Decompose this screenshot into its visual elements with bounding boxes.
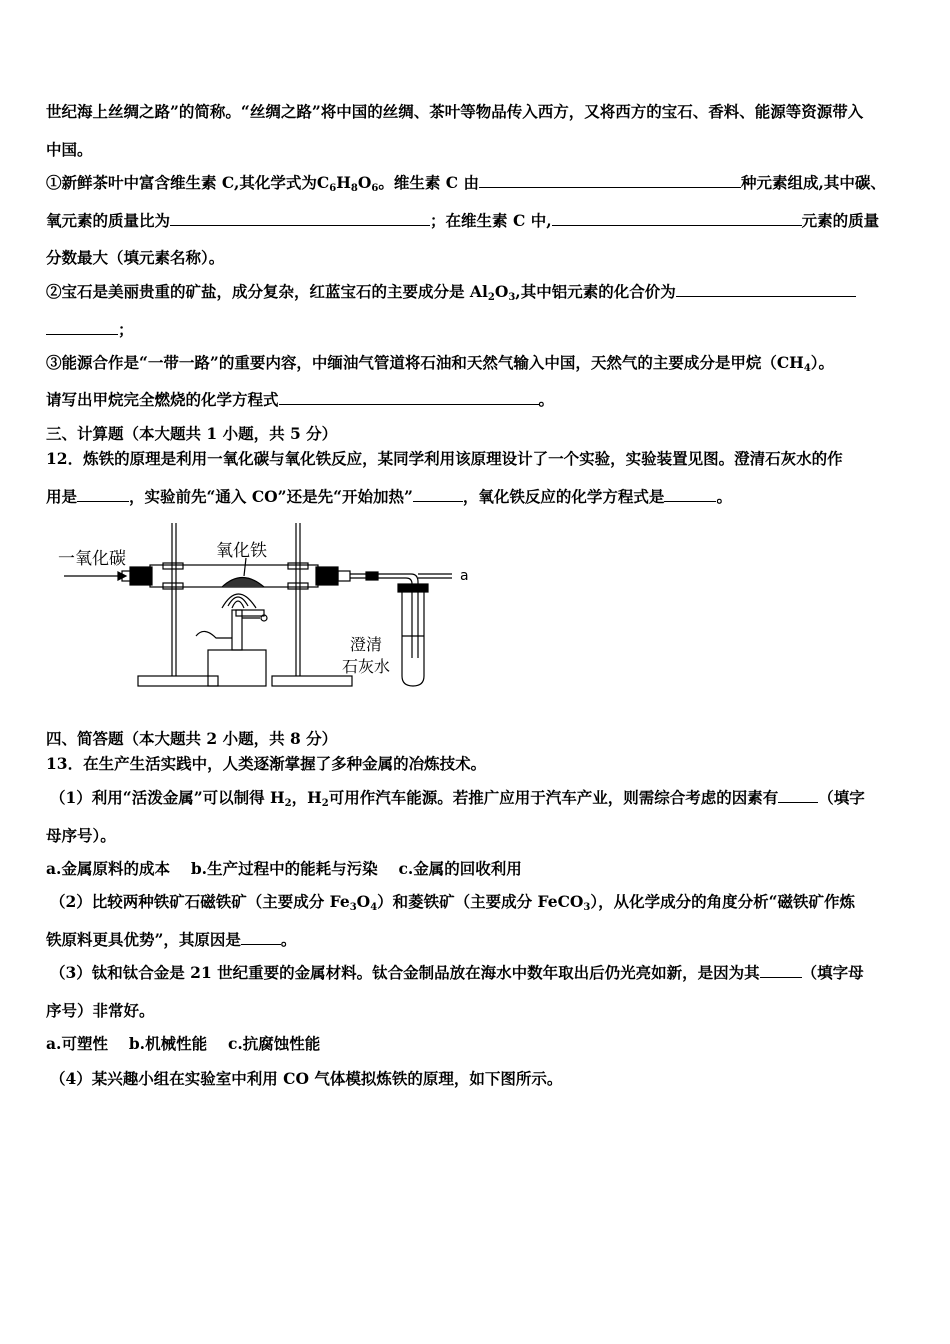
test-tube-stopper [398, 584, 428, 592]
question-13-intro: 13．在生产生活实践中，人类逐渐掌握了多种金属的冶炼技术。 [46, 754, 487, 773]
answer-blank[interactable] [760, 963, 802, 978]
paragraph-line: 中国。 [46, 140, 93, 159]
question-3-line-2: 请写出甲烷完全燃烧的化学方程式 。 [46, 390, 555, 409]
question-13-part-4: （4）某兴趣小组在实验室中利用 CO 气体模拟炼铁的原理，如下图所示。 [50, 1069, 563, 1088]
question-12-line-2: 用是 ，实验前先“通入 CO”还是先“开始加热” ，氧化铁反应的化学方程式是 。 [46, 487, 732, 506]
question-13-part-2-line-1: （2）比较两种铁矿石磁铁矿（主要成分 $Fe_3O_4$）和菱铁矿（主要成分 FeCO$_3$），从化学成分的角度分析“磁铁矿作炼 [50, 892, 856, 913]
question-13-part-3-line-1: （3）钛和钛合金是 21 世纪重要的金属材料。钛合金制品放在海水中数年取出后仍光亮如新，是因为其 （填字母 [50, 963, 864, 982]
question-3-line-1: ③能源合作是“一带一路”的重要内容，中缅油气管道将石油和天然气输入中国，天然气的主要成分是甲烷$(CH_4)$。 [46, 353, 835, 374]
question-13-part-2-line-2: 铁原料更具优势”，其原因是 。 [46, 930, 297, 949]
section-3-heading: 三、计算题（本大题共 1 小题，共 5 分） [46, 424, 338, 443]
question-13-part-1-line-1: （1）利用“活泼金属”可以制得 $H_2$，$H_2$可用作汽车能源。若推广应用于汽车产业，则需综合考虑的因素有 （填字 [50, 788, 865, 809]
paragraph-line: 世纪海上丝绸之路”的简称。“丝绸之路”将中国的丝绸、茶叶等物品传入西方，又将西方的宝石、香料、能源等资源带入 [46, 102, 864, 121]
answer-blank[interactable] [77, 487, 129, 502]
question-13-part-1-line-2: 母序号）。 [46, 826, 116, 845]
iron-oxide-label: 氧化铁 [216, 541, 267, 561]
limewater-label-1: 澄清 [350, 635, 383, 654]
question-2-line-1: ②宝石是美丽贵重的矿盐，成分复杂，红蓝宝石的主要成分是 $Al_2O_3$,其中铝元素的化合价为 [46, 281, 906, 303]
answer-blank[interactable] [676, 282, 856, 297]
right-stand-base [272, 676, 352, 686]
answer-blank[interactable] [413, 487, 463, 502]
question-12-line-1: 12．炼铁的原理是利用一氧化碳与氧化铁反应，某同学利用该原理设计了一个实验，实验装置见图。澄清石灰水的作 [46, 449, 843, 468]
question-13-part-3-options: a.可塑性 b.机械性能 c.抗腐蚀性能 [46, 1034, 321, 1053]
iron-oxide-sample [222, 578, 264, 588]
left-stopper [130, 567, 152, 585]
question-1-line-3: 分数最大（填元素名称）。 [46, 248, 225, 267]
question-13-part-1-options: a.金属原料的成本 b.生产过程中的能耗与污染 c.金属的回收利用 [46, 859, 522, 878]
question-2-line-2: ； [46, 319, 906, 341]
answer-blank[interactable] [552, 211, 802, 226]
answer-blank[interactable] [46, 320, 118, 335]
answer-blank[interactable] [664, 487, 716, 502]
apparatus-diagram [46, 518, 486, 693]
left-stand-base [138, 676, 218, 686]
answer-blank[interactable] [241, 930, 281, 945]
answer-blank[interactable] [170, 211, 430, 226]
answer-blank[interactable] [479, 173, 741, 188]
alcohol-lamp [208, 650, 266, 686]
answer-blank[interactable] [778, 788, 818, 803]
outlet-label: a [460, 568, 469, 584]
apparatus-svg [46, 518, 486, 693]
test-tube [402, 592, 424, 686]
question-13-part-3-line-2: 序号）非常好。 [46, 1001, 155, 1020]
question-1-line-1: ①新鲜茶叶中富含维生素 C,其化学式为$C_6H_8O_6$。维生素 C 由 种元素组成,其中碳、 [46, 173, 886, 194]
answer-blank[interactable] [279, 390, 539, 405]
section-4-heading: 四、简答题（本大题共 2 小题，共 8 分） [46, 729, 338, 748]
limewater-label-2: 石灰水 [342, 657, 391, 676]
right-stopper [316, 567, 338, 585]
question-1-line-2: 氧元素的质量比为 ；在维生素 C 中, 元素的质量 [46, 211, 880, 230]
co-label: 一氧化碳 [58, 549, 126, 569]
